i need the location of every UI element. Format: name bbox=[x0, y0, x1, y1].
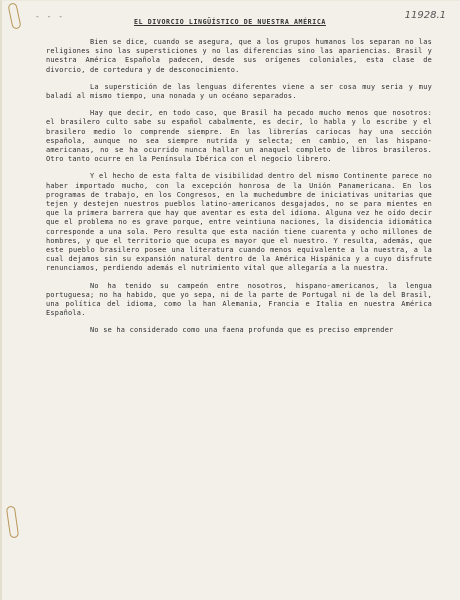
paragraph-3: Hay que decir, en todo caso, que Brasil ha pecado mucho menos que nosotros: el brasilero culto sabe su español cabalmente, es decir, lo habla y lo escribe y el brasilero medio lo comprende siempre. En las librerías cariocas hay una sección española, aunque no sea siempre nutrida y selecta; en cambio, en las hispano-americanas, no se ha ocurrido nunca hallar un anaquel completo de libros brasileros. Otro tanto ocurre en la Península Ibérica con el negocio librero. bbox=[46, 109, 432, 164]
document-title: EL DIVORCIO LINGÜÍSTICO DE NUESTRA AMÉRICA bbox=[134, 18, 326, 26]
paragraph-1: Bien se dice, cuando se asegura, que a los grupos humanos los separan no las religiones sino las supersticiones y no las diferencias sino las apariencias. Brasil y nuestra América Española padecen, desde sus orígenes coloniales, esta clase de divorcio, de cortedura y de desconocimiento. bbox=[46, 38, 432, 74]
paragraph-5: No ha tenido su campeón entre nosotros, hispano-americanos, la lengua portuguesa; no ha habido, que yo sepa, ni de la parte de Portugal ni de la del Brasil, una política del idioma, como la han Alemania, Francia e Italia en nuestra América Española. bbox=[46, 281, 432, 318]
paragraph-6: No se ha considerado como una faena profunda que es preciso emprender bbox=[90, 326, 394, 335]
paragraph-2: La superstición de las lenguas diferentes viene a ser cosa muy seria y muy baladí al mismo tiempo, una nonada y un océano separados. bbox=[46, 82, 432, 101]
reference-number: 11928.1 bbox=[404, 10, 446, 21]
margin-mark: - - - bbox=[35, 12, 65, 21]
document-body bbox=[46, 38, 432, 344]
paragraph-4: Y el hecho de esta falta de visibilidad dentro del mismo Continente parece no haber importado mucho, con la excepción honrosa de la Unión Panamericana. En los programas de trabajo, en los Congresos, en la muchedumbre de iniciativas unitarias que tejen y destejen nuestros pueblos latino-americanos desgajados, no se para mientes en que la primera barrera que hay que aventar es esta del idioma. Alguna vez he oído decir que el problema no es grave porque, entre veintiuna naciones, la disidencia idiomática corresponde a una sola. Pero resulta que esta nación tiene cuarenta y ocho millones de hombres, y que el territorio que ocupa es mayor que el nuestro. Y resulta, además, que este pueblo brasilero posee una literatura cuando menos equivalente a la nuestra, a la cual dejamos sin su expansión natural dentro de la América Hispánica y a cuyo disfrute renunciamos, perdiendo además el nutrimiento vital que allegaría a la nuestra. bbox=[46, 172, 432, 273]
